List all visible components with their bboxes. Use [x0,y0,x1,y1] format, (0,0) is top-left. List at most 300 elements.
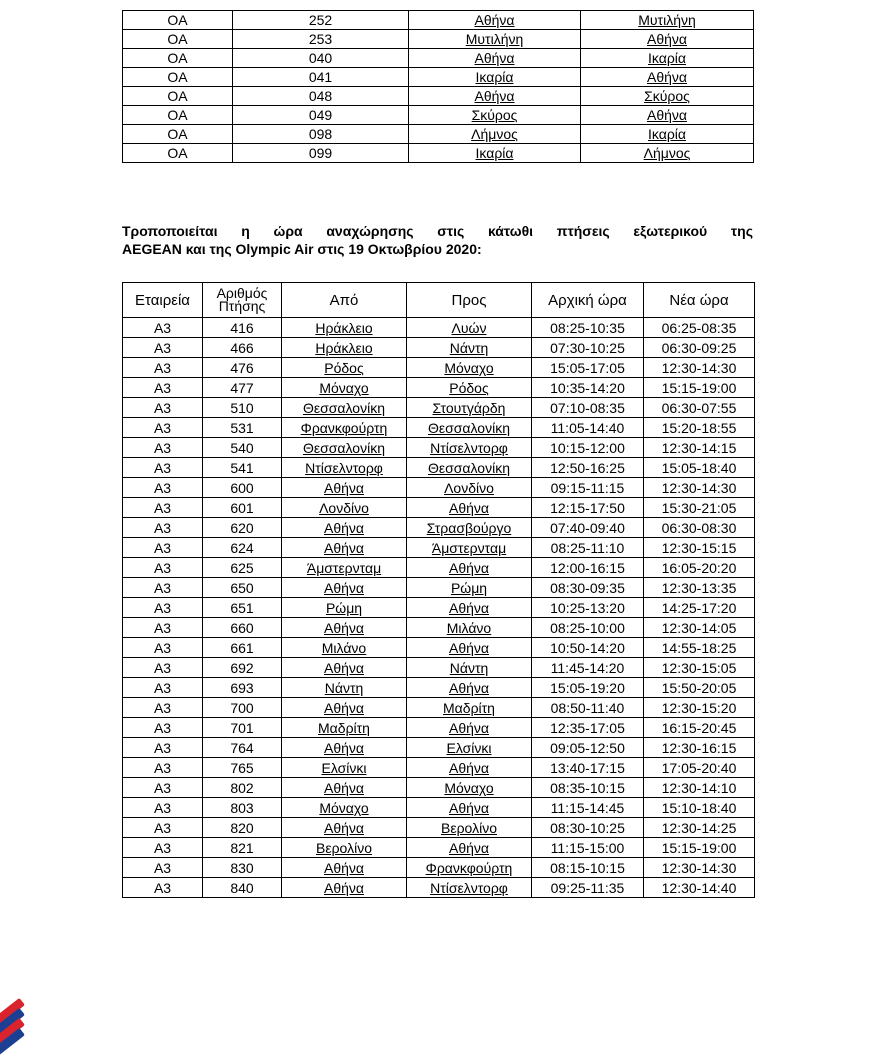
cell-flight-number: 540 [203,438,282,458]
table-row [123,106,754,125]
cell-original-time: 12:35-17:05 [532,718,644,738]
table-row [123,338,755,358]
table-row [123,578,755,598]
cell-original-time: 09:05-12:50 [532,738,644,758]
header-from: Από [282,283,407,318]
cell-flight-number: 820 [203,818,282,838]
cell-flight-number: 764 [203,738,282,758]
table-row [123,838,755,858]
cell-from [409,87,581,106]
cell-new-time: 12:30-14:15 [644,438,755,458]
cell-from-text: Αθήνα [474,87,515,104]
cell-to [407,878,532,898]
cell-to-text: Αθήνα [448,759,489,776]
cell-from-text: Αθήνα [323,879,364,896]
cell-flight-number: 661 [203,638,282,658]
cell-to-text: Λυών [451,319,487,336]
cell-company: A3 [123,458,203,478]
cell-company: A3 [123,658,203,678]
cell-flight-number: 048 [233,87,409,106]
cell-flight-number: 253 [233,30,409,49]
cell-from-text: Ικαρία [475,68,514,85]
table-row [123,318,755,338]
cell-flight-number: 660 [203,618,282,638]
cell-from [409,125,581,144]
cell-to [407,758,532,778]
cell-from-text: Ρόδος [324,359,364,376]
cell-flight-number: 541 [203,458,282,478]
cell-to-text: Θεσσαλονίκη [428,459,510,476]
cell-to-text: Αθήνα [646,106,687,123]
table-row [123,478,755,498]
cell-to-text: Ρώμη [450,579,488,596]
cell-flight-number: 098 [233,125,409,144]
table-header-row [123,283,755,318]
table-row [123,758,755,778]
cell-company: A3 [123,718,203,738]
cell-flight-number: 830 [203,858,282,878]
table-row [123,438,755,458]
cell-flight-number: 601 [203,498,282,518]
cell-new-time: 12:30-15:15 [644,538,755,558]
cell-company: OA [123,125,233,144]
cell-to [407,418,532,438]
cell-from [409,68,581,87]
cell-original-time: 12:00-16:15 [532,558,644,578]
cell-from [409,11,581,30]
cell-to-text: Μυτιλήνη [638,11,696,28]
cell-to-text: Νάντη [449,659,489,676]
header-company: Εταιρεία [123,283,203,318]
departure-changes-table [122,282,755,898]
cell-flight-number: 693 [203,678,282,698]
cell-to-text: Λονδίνο [444,479,494,496]
cell-from-text: Ηράκλειο [315,319,373,336]
cell-from [282,538,407,558]
table-row [123,698,755,718]
cell-flight-number: 049 [233,106,409,125]
cell-new-time: 15:15-19:00 [644,378,755,398]
cell-flight-number: 803 [203,798,282,818]
cell-original-time: 11:15-15:00 [532,838,644,858]
cell-from [282,458,407,478]
cell-original-time: 08:15-10:15 [532,858,644,878]
table-row [123,818,755,838]
header-new-time: Νέα ώρα [644,283,755,318]
table-row [123,11,754,30]
cell-to-text: Αθήνα [448,499,489,516]
table-row [123,558,755,578]
cell-new-time: 12:30-15:05 [644,658,755,678]
cell-original-time: 15:05-19:20 [532,678,644,698]
cell-new-time: 06:30-09:25 [644,338,755,358]
cell-original-time: 07:40-09:40 [532,518,644,538]
cell-new-time: 15:50-20:05 [644,678,755,698]
top-flights-table [122,10,754,163]
cell-from [282,418,407,438]
cell-original-time: 13:40-17:15 [532,758,644,778]
cell-new-time: 14:55-18:25 [644,638,755,658]
cell-from-text: Ελσίνκι [321,759,367,776]
cell-to [581,68,754,87]
cell-original-time: 08:30-09:35 [532,578,644,598]
cell-from [282,478,407,498]
cell-from-text: Λήμνος [471,125,518,142]
cell-to-text: Αθήνα [448,839,489,856]
cell-company: A3 [123,678,203,698]
cell-to-text: Ντίσελντορφ [430,879,508,896]
cell-new-time: 12:30-14:05 [644,618,755,638]
cell-flight-number: 701 [203,718,282,738]
cell-from [282,498,407,518]
cell-from [282,638,407,658]
cell-from-text: Μαδρίτη [318,719,370,736]
cell-new-time: 12:30-14:10 [644,778,755,798]
cell-from [409,30,581,49]
table-row [123,738,755,758]
cell-to [407,438,532,458]
cell-from-text: Αθήνα [323,779,364,796]
cell-flight-number: 625 [203,558,282,578]
cell-new-time: 06:25-08:35 [644,318,755,338]
cell-to-text: Ντίσελντορφ [430,439,508,456]
cell-from-text: Αθήνα [474,49,515,66]
cell-from-text: Αθήνα [323,819,364,836]
notice-line-1: Τροποποιείται η ώρα αναχώρησης στις κάτωθι πτήσεις εξωτερικού της [122,223,753,239]
table-row [123,87,754,106]
cell-original-time: 15:05-17:05 [532,358,644,378]
cell-from-text: Μυτιλήνη [465,30,524,47]
cell-to [407,658,532,678]
cell-from [282,698,407,718]
cell-to [407,538,532,558]
cell-flight-number: 510 [203,398,282,418]
cell-to-text: Ικαρία [648,125,686,142]
cell-from [409,49,581,68]
cell-from-text: Άμστερνταμ [306,559,382,576]
cell-to [407,738,532,758]
cell-to-text: Βερολίνο [441,819,497,836]
cell-from-text: Αθήνα [474,11,515,28]
cell-new-time: 16:05-20:20 [644,558,755,578]
cell-company: A3 [123,318,203,338]
cell-flight-number: 466 [203,338,282,358]
cell-company: A3 [123,798,203,818]
cell-to-text: Μαδρίτη [443,699,495,716]
header-to: Προς [407,283,532,318]
cell-new-time: 12:30-14:25 [644,818,755,838]
cell-from [409,144,581,163]
cell-from [409,106,581,125]
cell-company: A3 [123,698,203,718]
cell-to [581,11,754,30]
table-row [123,718,755,738]
table-row [123,458,755,478]
table-row [123,538,755,558]
cell-from [282,678,407,698]
cell-company: OA [123,144,233,163]
cell-original-time: 08:35-10:15 [532,778,644,798]
cell-from-text: Αθήνα [323,479,364,496]
cell-from-text: Λονδίνο [319,499,369,516]
cell-flight-number: 802 [203,778,282,798]
cell-new-time: 17:05-20:40 [644,758,755,778]
cell-company: OA [123,11,233,30]
cell-to [407,378,532,398]
cell-from-text: Ικαρία [475,144,514,161]
cell-from [282,838,407,858]
cell-to [407,398,532,418]
cell-to-text: Μόναχο [444,359,494,376]
table-row [123,658,755,678]
cell-flight-number: 416 [203,318,282,338]
cell-company: A3 [123,438,203,458]
cell-to [407,318,532,338]
cell-to [407,698,532,718]
cell-to [407,798,532,818]
cell-from [282,758,407,778]
cell-original-time: 08:25-10:00 [532,618,644,638]
cell-to-text: Νάντη [449,339,489,356]
cell-from [282,378,407,398]
table-row [123,678,755,698]
cell-to [581,144,754,163]
table-row [123,498,755,518]
cell-to [407,638,532,658]
cell-from-text: Αθήνα [323,619,364,636]
cell-company: A3 [123,758,203,778]
cell-company: A3 [123,598,203,618]
cell-company: A3 [123,498,203,518]
cell-from-text: Σκύρος [471,106,518,123]
cell-from-text: Βερολίνο [316,839,372,856]
header-original-time: Αρχική ώρα [532,283,644,318]
cell-company: A3 [123,358,203,378]
cell-new-time: 12:30-15:20 [644,698,755,718]
cell-flight-number: 765 [203,758,282,778]
cell-company: A3 [123,838,203,858]
table-row [123,878,755,898]
cell-new-time: 14:25-17:20 [644,598,755,618]
cell-from [282,518,407,538]
cell-to-text: Αθήνα [646,68,687,85]
cell-to-text: Ρόδος [449,379,489,396]
cell-new-time: 15:15-19:00 [644,838,755,858]
cell-to-text: Αθήνα [448,719,489,736]
table-row [123,858,755,878]
cell-to [407,858,532,878]
cell-new-time: 12:30-14:30 [644,478,755,498]
cell-to-text: Αθήνα [448,599,489,616]
cell-from-text: Ντίσελντορφ [305,459,383,476]
table-row [123,598,755,618]
cell-to-text: Λήμνος [643,144,691,161]
cell-new-time: 12:30-14:30 [644,858,755,878]
cell-flight-number: 624 [203,538,282,558]
cell-company: A3 [123,878,203,898]
table-row [123,518,755,538]
cell-flight-number: 700 [203,698,282,718]
cell-from [282,558,407,578]
cell-original-time: 10:50-14:20 [532,638,644,658]
table-row [123,378,755,398]
cell-from-text: Αθήνα [323,519,364,536]
cell-new-time: 12:30-14:30 [644,358,755,378]
table-row [123,798,755,818]
cell-from-text: Μόναχο [319,379,369,396]
cell-to [581,49,754,68]
cell-from [282,658,407,678]
cell-original-time: 10:15-12:00 [532,438,644,458]
cell-to-text: Στρασβούργο [426,519,512,536]
cell-from-text: Ηράκλειο [315,339,373,356]
cell-company: OA [123,68,233,87]
cell-new-time: 12:30-14:40 [644,878,755,898]
cell-from [282,858,407,878]
cell-flight-number: 041 [233,68,409,87]
cell-to-text: Αθήνα [448,679,489,696]
departure-changes-table-body [123,318,755,898]
cell-from [282,438,407,458]
cell-to [407,478,532,498]
cell-to [407,818,532,838]
cell-to-text: Αθήνα [448,559,489,576]
cell-flight-number: 477 [203,378,282,398]
cell-from-text: Αθήνα [323,859,364,876]
cell-new-time: 16:15-20:45 [644,718,755,738]
table-row [123,125,754,144]
cell-original-time: 08:25-10:35 [532,318,644,338]
cell-flight-number: 099 [233,144,409,163]
cell-flight-number: 821 [203,838,282,858]
change-notice-paragraph [122,222,753,258]
cell-company: A3 [123,858,203,878]
cell-original-time: 07:10-08:35 [532,398,644,418]
cell-to-text: Στουτγάρδη [432,399,506,416]
cell-from [282,338,407,358]
cell-company: A3 [123,518,203,538]
cell-to [407,458,532,478]
cell-original-time: 11:15-14:45 [532,798,644,818]
cell-to [581,125,754,144]
cell-from [282,578,407,598]
cell-from [282,618,407,638]
cell-to-text: Ικαρία [648,49,686,66]
cell-flight-number: 040 [233,49,409,68]
cell-to [407,518,532,538]
cell-flight-number: 252 [233,11,409,30]
cell-company: A3 [123,818,203,838]
cell-from-text: Ρώμη [325,599,363,616]
cell-original-time: 08:30-10:25 [532,818,644,838]
cell-to [581,30,754,49]
cell-new-time: 06:30-07:55 [644,398,755,418]
cell-new-time: 12:30-13:35 [644,578,755,598]
cell-from [282,778,407,798]
cell-original-time: 11:05-14:40 [532,418,644,438]
cell-from [282,738,407,758]
cell-from-text: Αθήνα [323,659,364,676]
cell-to [581,87,754,106]
cell-company: OA [123,87,233,106]
cell-original-time: 10:25-13:20 [532,598,644,618]
notice-line-2: AEGEAN και της Olympic Air στις 19 Οκτωβρίου 2020: [122,241,482,257]
cell-company: OA [123,30,233,49]
cell-original-time: 11:45-14:20 [532,658,644,678]
top-flights-table-body [123,11,754,163]
cell-original-time: 07:30-10:25 [532,338,644,358]
cell-from [282,598,407,618]
cell-original-time: 12:15-17:50 [532,498,644,518]
cell-flight-number: 476 [203,358,282,378]
cell-to [407,598,532,618]
cell-new-time: 15:30-21:05 [644,498,755,518]
cell-to [407,358,532,378]
cell-new-time: 12:30-16:15 [644,738,755,758]
header-flight-number: Αριθμός Πτήσης [203,283,282,318]
cell-to-text: Άμστερνταμ [431,539,507,556]
cell-from-text: Μιλάνο [321,639,367,656]
cell-to [407,718,532,738]
cell-original-time: 09:15-11:15 [532,478,644,498]
cell-new-time: 15:05-18:40 [644,458,755,478]
cell-to-text: Ελσίνκι [446,739,492,756]
cell-company: A3 [123,338,203,358]
cell-from [282,318,407,338]
cell-company: OA [123,106,233,125]
cell-to-text: Μόναχο [444,779,494,796]
cell-original-time: 12:50-16:25 [532,458,644,478]
cell-company: A3 [123,558,203,578]
cell-to [407,338,532,358]
cell-company: A3 [123,398,203,418]
cell-flight-number: 651 [203,598,282,618]
table-row [123,618,755,638]
cell-from [282,818,407,838]
cell-to [407,578,532,598]
cell-to [581,106,754,125]
cell-to-text: Αθήνα [448,799,489,816]
cell-to-text: Σκύρος [644,87,690,104]
cell-company: A3 [123,578,203,598]
cell-from-text: Νάντη [324,679,364,696]
cell-from [282,358,407,378]
cell-from-text: Θεσσαλονίκη [303,399,385,416]
cell-flight-number: 650 [203,578,282,598]
cell-company: A3 [123,738,203,758]
cell-from [282,798,407,818]
cell-company: A3 [123,618,203,638]
cell-company: A3 [123,638,203,658]
cell-to-text: Αθήνα [646,30,687,47]
table-row [123,30,754,49]
cell-to [407,838,532,858]
table-row [123,638,755,658]
cell-flight-number: 692 [203,658,282,678]
cell-original-time: 10:35-14:20 [532,378,644,398]
cell-flight-number: 620 [203,518,282,538]
cell-company: A3 [123,478,203,498]
cell-new-time: 15:10-18:40 [644,798,755,818]
cell-company: OA [123,49,233,68]
cell-original-time: 09:25-11:35 [532,878,644,898]
cell-to-text: Μιλάνο [446,619,492,636]
cell-from-text: Αθήνα [323,699,364,716]
cell-from [282,878,407,898]
cell-from-text: Φρανκφούρτη [300,419,388,436]
cell-from-text: Αθήνα [323,539,364,556]
cell-from-text: Αθήνα [323,739,364,756]
